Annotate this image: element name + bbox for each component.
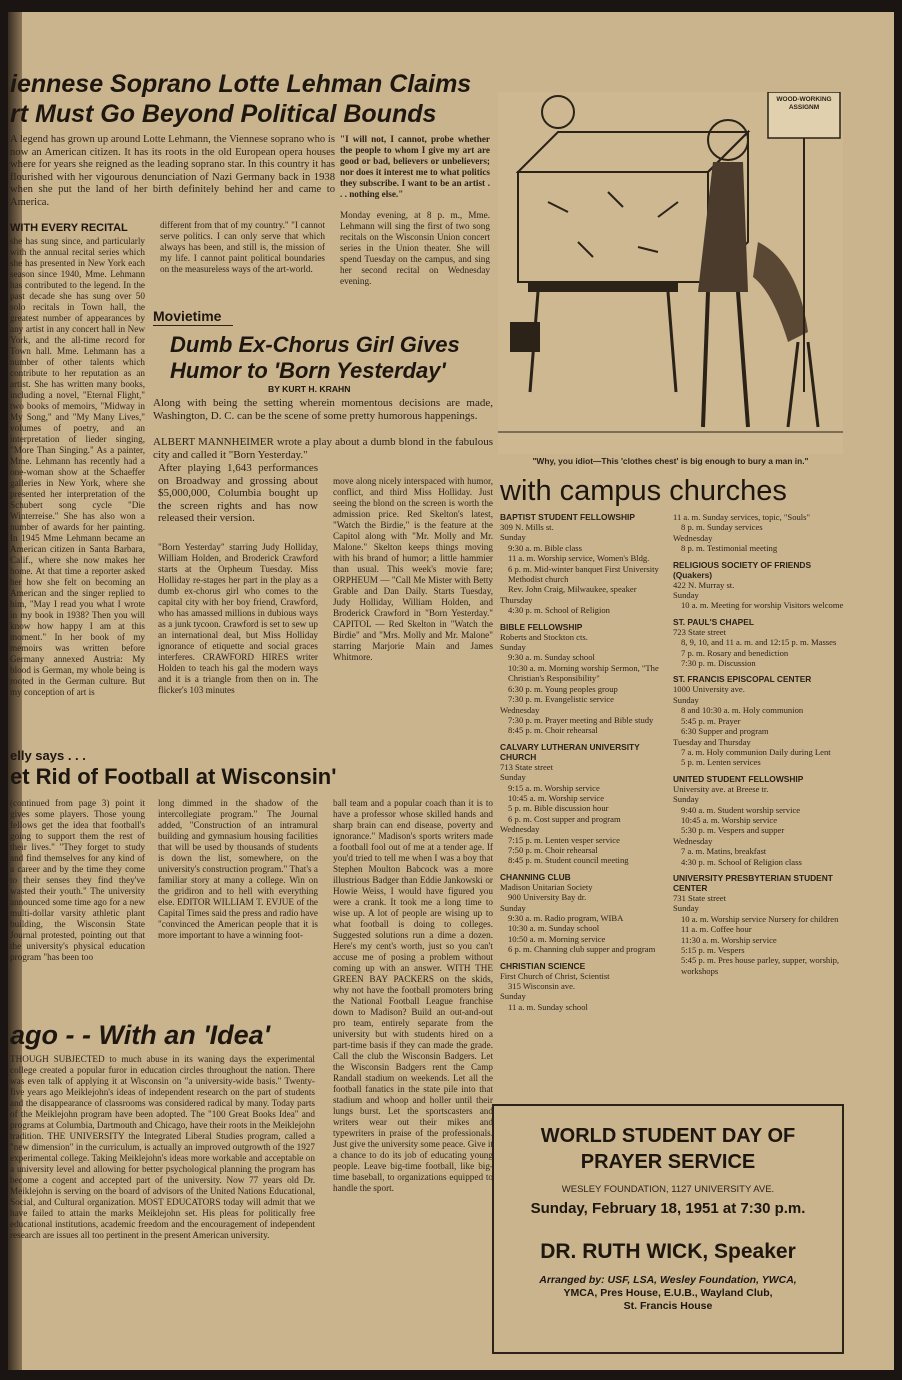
church-schedule-line: Sunday xyxy=(673,590,699,601)
lehman-headline-1: iennese Soprano Lotte Lehman Claims xyxy=(10,70,472,98)
football-col3: ball team and a popular coach than it is to have a professor whose skilled hands and sharp brain can end disease, poverty and ignorance." Madison's sports writers made a football fool out of me at a tender age. If you'd tried to tell me when I was a boy that Stephen Moulton Babcock was a more illustrious Badger than Eddie Jankowski or Howie Weiss, I would have figured you were a crank. It took me a long time to wise up. A lot of people are wising up to what football is doing to colleges. Suggested solutions run a dime a dozen. Here's my cent's worth, just so you can't accuse me of posing a problem without coming up with an answer. WITH THE GREEN BAY PACKERS on the skids, why not have the football promoters bring the National Football League franchise down to Madison? Build an out-and-out pro team, entirely separate from the university but with students hired on a part-time basis if they can made the grade. Call the club the Wisconsin Badgers. Let the Wisconsin Badgers rent the Camp Randall stadium on weekends. Let all the football fanatics in the state pile into that stadium and whoop and holler until their lungs burst. Let the sportscasters and writers wear out their mikes and typewriters in praise of the professionals. Just give the university some peace. Give it a chance to do its job of educating young people. Leave big-time football, like big-time baseball, to organizations equipped to handle the sport. xyxy=(333,798,493,1193)
movie-lead2: ALBERT MANNHEIMER wrote a play about a dumb blond in the fabulous city and called it "Born Yesterday." xyxy=(153,436,493,461)
church-schedule-line: 8:45 p. m. Student council meeting xyxy=(508,855,629,866)
church-listing xyxy=(500,872,665,955)
church-schedule-line: 5:15 p. m. Vespers xyxy=(681,945,745,955)
football-kicker: elly says . . . xyxy=(10,748,86,763)
lehman-quote: "I will not, I cannot, probe whether the people to whom I give my art are good or bad, believers or unbelievers; nor does it interest me to what politics they subscribe. I want to be an artist . . . nothing else." xyxy=(340,134,490,199)
church-schedule-line: 10:30 a. m. Sunday school xyxy=(508,923,600,934)
churches-column-1 xyxy=(500,512,665,1104)
church-schedule-line: 8, 9, 10, and 11 a. m. and 12:15 p. m. Masses xyxy=(681,637,837,648)
church-schedule-line: Sunday xyxy=(500,642,526,653)
church-name: BAPTIST STUDENT FELLOWSHIP xyxy=(500,512,635,522)
church-schedule-line: Sunday xyxy=(673,794,699,805)
church-name: BIBLE FELLOWSHIP xyxy=(500,621,583,632)
church-schedule-line: 10:45 a. m. Worship service xyxy=(681,814,778,825)
churches-heading: with campus churches xyxy=(500,475,787,507)
church-schedule-line: 9:40 a. m. Student worship service xyxy=(681,804,801,815)
church-name: ST. PAUL'S CHAPEL xyxy=(673,616,754,627)
church-schedule-line: 5:30 p. m. Vespers and supper xyxy=(681,825,785,836)
church-schedule-line: First Church of Christ, Scientist xyxy=(500,970,610,981)
church-schedule-line: 6 p. m. Channing club supper and program xyxy=(508,944,656,955)
movie-headline-1: Dumb Ex-Chorus Girl Gives xyxy=(170,332,460,357)
church-schedule-line: 8 and 10:30 a. m. Holy communion xyxy=(681,705,804,716)
church-schedule-line: 5:45 p. m. Prayer xyxy=(681,715,741,726)
church-schedule-line: 5:45 p. m. Pres house parley, supper, worship, workshops xyxy=(681,955,840,976)
church-schedule-line: 7:15 p. m. Lenten vesper service xyxy=(508,834,620,845)
church-schedule-line: 11 a. m. Coffee hour xyxy=(681,924,752,935)
church-schedule-line: Sunday xyxy=(500,532,526,543)
church-listing xyxy=(500,622,665,736)
movie-col2: move along nicely interspaced with humor, conflict, and third Miss Holliday. Just seeing the blond on the screen is worth the admission price. Red Skelton's latest, "Watch the Birdie," is the feature at the Capitol along with "Mr. Molly and Mr. Malone." Skelton keeps things moving with his brand of humor; a little hammier than usual. This week's movie fare; ORPHEUM — "Call Me Mister with Betty Grable and Dan Daily. Starts Tuesday, Judy Holliday, William Holden, and Broderick Crawford in "Born Yesterday." CAPITOL — Red Skelton in "Watch the Birdie" and "Mrs. Molly and Mr. Malone" starring Marjorie Main and James Whitmore. xyxy=(333,476,493,662)
lehman-lead: A legend has grown up around Lotte Lehmann, the Viennese soprano who is now an American citizen. It has its roots in the old European opera houses where for years she reigned as the leading soprano star. In this country it has flourished with her vigourous denunciation of Nazi Germany back in 1938 when she put the land of her birth definitely behind her and came to America. xyxy=(10,134,335,208)
church-schedule-line: Wednesday xyxy=(673,532,713,543)
church-schedule-line: Wednesday xyxy=(500,824,540,835)
church-schedule-line: University ave. at Breese tr. xyxy=(673,783,769,794)
church-schedule-line: Sunday xyxy=(673,903,699,914)
church-schedule-line: 731 State street xyxy=(673,892,726,903)
lehman-subhead: WITH EVERY RECITAL xyxy=(10,222,128,234)
church-schedule-line: Sunday xyxy=(500,772,526,783)
ad-datetime: Sunday, February 18, 1951 at 7:30 p.m. xyxy=(530,1200,806,1217)
cartoon-illustration xyxy=(498,92,843,454)
church-listing xyxy=(500,742,665,866)
church-schedule-line: 9:30 a. m. Sunday school xyxy=(508,652,595,663)
church-schedule-line: 9:30 a. m. Radio program, WIBA xyxy=(508,913,624,923)
church-schedule-line: 10:30 a. m. Morning worship Sermon, "The Christian's Responsibility" xyxy=(508,662,659,684)
ad-arranged-1: Arranged by: USF, LSA, Wesley Foundation, YWCA, xyxy=(539,1274,797,1286)
church-schedule-line: Tuesday and Thursday xyxy=(673,736,751,747)
lehman-headline-2: rt Must Go Beyond Political Bounds xyxy=(10,100,437,128)
movie-lead: Along with being the setting wherein momentous decisions are made, Washington, D. C. can be the scene of some pretty humorous happenings. xyxy=(153,397,493,422)
ad-arranged-2: YMCA, Pres House, E.U.B., Wayland Club, xyxy=(563,1287,773,1299)
church-schedule-line: Sunday xyxy=(500,991,526,1002)
church-listing xyxy=(673,617,848,669)
idea-headline: ago - - With an 'Idea' xyxy=(10,1020,271,1050)
church-schedule-line: Wednesday xyxy=(500,704,540,715)
church-schedule-line: 900 University Bay dr. xyxy=(508,892,587,903)
church-listing xyxy=(500,512,665,616)
lehman-col3: Monday evening, at 8 p. m., Mme. Lehmann will sing the first of two song recitals on the Wisconsin Union concert series in the Union theater. She will spend Tuesday on the campus, and sing her second recital on Wednesday evening. xyxy=(340,210,490,286)
cartoon-caption: "Why, you idiot—This 'clothes chest' is big enough to bury a man in." xyxy=(532,456,809,466)
church-schedule-line: 7:50 p. m. Choir rehearsal xyxy=(508,844,598,855)
church-schedule-line: 7:30 p. m. Discussion xyxy=(681,658,756,669)
church-schedule-line: Sunday xyxy=(500,902,526,913)
newspaper-page xyxy=(8,12,894,1370)
church-schedule-line: 7 a. m. Matins, breakfast xyxy=(681,846,767,857)
church-schedule-line: Madison Unitarian Society xyxy=(500,881,593,892)
church-schedule-line: 11 a. m. Sunday services, topic, "Souls" xyxy=(673,512,811,522)
church-schedule-line: 7 p. m. Rosary and benediction xyxy=(681,647,789,658)
church-schedule-line: 10 a. m. Worship service Nursery for children xyxy=(681,913,839,924)
church-schedule-line: 6:30 Supper and program xyxy=(681,726,769,737)
church-schedule-line: Wednesday xyxy=(673,835,713,846)
lehman-col2: different from that of my country." "I cannot serve politics. I can only serve that which always has been, and still is, the mission of my life. I cannot paint political boundaries on the measureless ways of the art-world. xyxy=(160,220,325,274)
church-name: CHRISTIAN SCIENCE xyxy=(500,960,586,971)
church-schedule-line: Thursday xyxy=(500,594,533,605)
church-name: RELIGIOUS SOCIETY OF FRIENDS (Quakers) xyxy=(673,559,812,580)
football-col1: (continued from page 3) point it gives some players. Those young fellows get the idea that football's going to support them the rest of their lives." "They forget to study and find themselves for any kind of a career and by the time they come to their senses they find they've wasted their youth." The university announced some time ago for a new multi-dollar varsity athletic plant building, the Wisconsin State Journal protested, pointing out that the university's physical education program "has been too xyxy=(10,798,145,962)
church-name: UNIVERSITY PRESBYTERIAN STUDENT CENTER xyxy=(673,872,833,893)
church-schedule-line: 11:30 a. m. Worship service xyxy=(681,934,777,945)
church-schedule-line: 11 a. m. Sunday school xyxy=(508,1001,588,1012)
church-schedule-line: 4:30 p. m. School of Religion class xyxy=(681,856,802,867)
church-schedule-line: 11 a. m. Worship service, Women's Bldg. xyxy=(508,553,650,564)
church-schedule-line: 10:45 a. m. Worship service xyxy=(508,792,605,803)
prayer-service-ad xyxy=(492,1104,844,1354)
lehman-col1: she has sung since, and particularly with the annual recital series which she has presented in New York each season since 1940, Mme. Lehmann has contributed to the legend. In the past decade she has sung over 50 solo recitals in Town hall, the greatest number of appearances by any artist in any concert hall in New York, and the all-time record for Town hall. Mme. Lehmann has a number of other talents which contribute to her reputation as an artist. She has written many books, including a novel, "Eternal Flight," two books of memoirs, "Midway in My Song," and "My Many Lives," volumes of poetry, and an interpretation of lieder singing, "More Than Singing." As a painter, Mme. Lehmann has recently had a one-woman show at the Schaeffer galleries in New York, where she presented her interpretation of the Schubert song cycle "Die Winterreise." She has also won a number of awards for her painting. In 1945 Mme Lehmann became an American citizen in Santa Barbara, Calif., where she now makes her home. At that time a reporter asked her how she felt on becoming an American and the singer replied to him, "May I read you what I wrote in my book in 1938? Then you will know how happy I am at this moment." In her book of my memoirs was written before Germany annexed Austria: My blood is German, my whole being is rooted in the German culture. But my conception of art is xyxy=(10,236,145,697)
church-schedule-line: 8 p. m. Sunday services xyxy=(681,522,763,533)
church-listing xyxy=(673,774,848,867)
church-listing xyxy=(673,674,848,767)
movie-col1: "Born Yesterday" starring Judy Holliday, William Holden, and Broderick Crawford starts at the Orpheum Tuesday. Miss Holliday re-stages her part in the play as a dumb ex-chorus girl who comes to the capital city with her boy friend, Crawford, who has amassed millions in dubious ways as a junk tycoon. Crawford is set to sew up an international deal, but Miss Holliday ignorance of etiquette and social graces interferes. CRAWFORD HIRES writer Holden to teach his gal the modern ways and it is a triangle from then on in. The flicker's 103 minutes xyxy=(158,542,318,695)
church-schedule-line: 6:30 p. m. Young peoples group xyxy=(508,683,618,694)
church-schedule-line: 9:30 a. m. Bible class xyxy=(508,542,582,553)
cartoon-sign: WOOD-WORKING ASSIGNM xyxy=(776,96,832,111)
church-listing xyxy=(673,560,848,611)
football-col2: long dimmed in the shadow of the intercollegiate program." The Journal added, "Construction of an intramural building and gymnasium housing facilities that will be used by thousands of students is down the list, somewhere, on the university's construction program." That's a familiar story at many a college. Win on the gridiron and to hell with everything else. EDITOR WILLIAM T. EVJUE of the Capital Times said the press and radio have "convinced the American people that it is more important to have a winning foot- xyxy=(158,798,318,940)
ad-title-2: PRAYER SERVICE xyxy=(580,1151,756,1173)
church-schedule-line: 10:50 a. m. Morning service xyxy=(508,933,606,944)
church-schedule-line: 422 N. Murray st. xyxy=(673,579,735,590)
church-name: ST. FRANCIS EPISCOPAL CENTER xyxy=(673,674,812,685)
church-listing xyxy=(500,961,665,1013)
movie-section-label: Movietime xyxy=(153,308,222,324)
idea-body: THOUGH SUBJECTED to much abuse in its waning days the experimental college created a popular furor in education circles throughout the nation. There was even talk of applying it at Wisconsin on "a university-wide basis." Twenty-five years ago Meiklejohn's ideas of independent research on the part of students and the disappearance of classrooms was considered radical by many. Today parts of the Meiklejohn program have been adopted. The "100 Great Books Idea" and programs at Columbia, Dartmouth and Chicago, have their roots in the Meiklejohn tradition. THE UNIVERSITY the Integrated Liberal Studies program, called a "new dimension" in the curriculum, is actually an improved outgrowth of the 1927 experimental college. Taking Meiklejohn's ideas more workable and acceptable on a university level and allowing for better psychological planning the program has become a cogent and accepted part of the university. Now 77 years old Dr. Meiklejohn is serving on the board of advisors of the United Nations Educational, Social, and Cultural organization. MOST EDUCATORS today will admit that we have failed to attain the marks Meiklejohn set. His pleas for politically free educational institutions, academic freedom and the encouragement of independent research are issues all too pertinent in the present American university. xyxy=(10,1054,315,1240)
church-schedule-line: 8:45 p. m. Choir rehearsal xyxy=(508,725,598,736)
church-schedule-line: 713 State street xyxy=(500,761,553,772)
church-schedule-line: 5 p. m. Bible discussion hour xyxy=(508,803,609,814)
churches-column-2 xyxy=(673,512,848,1104)
movie-col1-big: After playing 1,643 performances on Broadway and grossing about $5,000,000, Columbia bought up the screen rights and has now released their version. xyxy=(158,462,318,525)
football-headline: et Rid of Football at Wisconsin' xyxy=(10,764,337,789)
church-schedule-line: 8 p. m. Testimonial meeting xyxy=(681,543,778,554)
church-schedule-line: 6 p. m. Cost supper and program xyxy=(508,813,621,824)
ad-venue: WESLEY FOUNDATION, 1127 UNIVERSITY AVE. xyxy=(561,1184,775,1195)
church-schedule-line: 4:30 p. m. School of Religion xyxy=(508,605,610,616)
church-schedule-line: 7:30 p. m. Prayer meeting and Bible study xyxy=(508,714,654,725)
church-listing xyxy=(673,512,848,554)
church-listing xyxy=(673,873,848,976)
church-schedule-line: 723 State street xyxy=(673,626,726,637)
church-name: CHANNING CLUB xyxy=(500,871,571,882)
church-schedule-line: Sunday xyxy=(673,694,699,705)
church-schedule-line: 1000 University ave. xyxy=(673,684,745,695)
church-schedule-line: 9:15 a. m. Worship service xyxy=(508,782,600,793)
church-schedule-line: 315 Wisconsin ave. xyxy=(508,981,576,992)
church-schedule-line: 7 a. m. Holy communion Daily during Lent xyxy=(681,746,831,757)
church-schedule-line: 10 a. m. Meeting for worship Visitors welcome xyxy=(681,600,844,611)
ad-arranged-3: St. Francis House xyxy=(623,1300,713,1312)
church-name: CALVARY LUTHERAN UNIVERSITY CHURCH xyxy=(500,741,640,762)
ad-speaker: DR. RUTH WICK, Speaker xyxy=(540,1240,796,1263)
movie-headline-2: Humor to 'Born Yesterday' xyxy=(170,358,446,383)
movie-section-rule xyxy=(153,325,233,326)
church-schedule-line: 6 p. m. Mid-winter banquet First University Methodist church xyxy=(508,563,659,585)
church-schedule-line: 309 N. Mills st. xyxy=(500,522,554,532)
church-schedule-line: Roberts and Stockton cts. xyxy=(500,631,588,642)
church-schedule-line: 7:30 p. m. Evangelistic service xyxy=(508,694,614,705)
church-schedule-line: 5 p. m. Lenten services xyxy=(681,757,761,768)
ad-title-1: WORLD STUDENT DAY OF xyxy=(540,1125,796,1147)
church-name: UNITED STUDENT FELLOWSHIP xyxy=(673,773,804,784)
movie-byline: BY KURT H. KRAHN xyxy=(268,384,351,394)
church-schedule-line: Rev. John Craig, Milwaukee, speaker xyxy=(508,584,637,595)
